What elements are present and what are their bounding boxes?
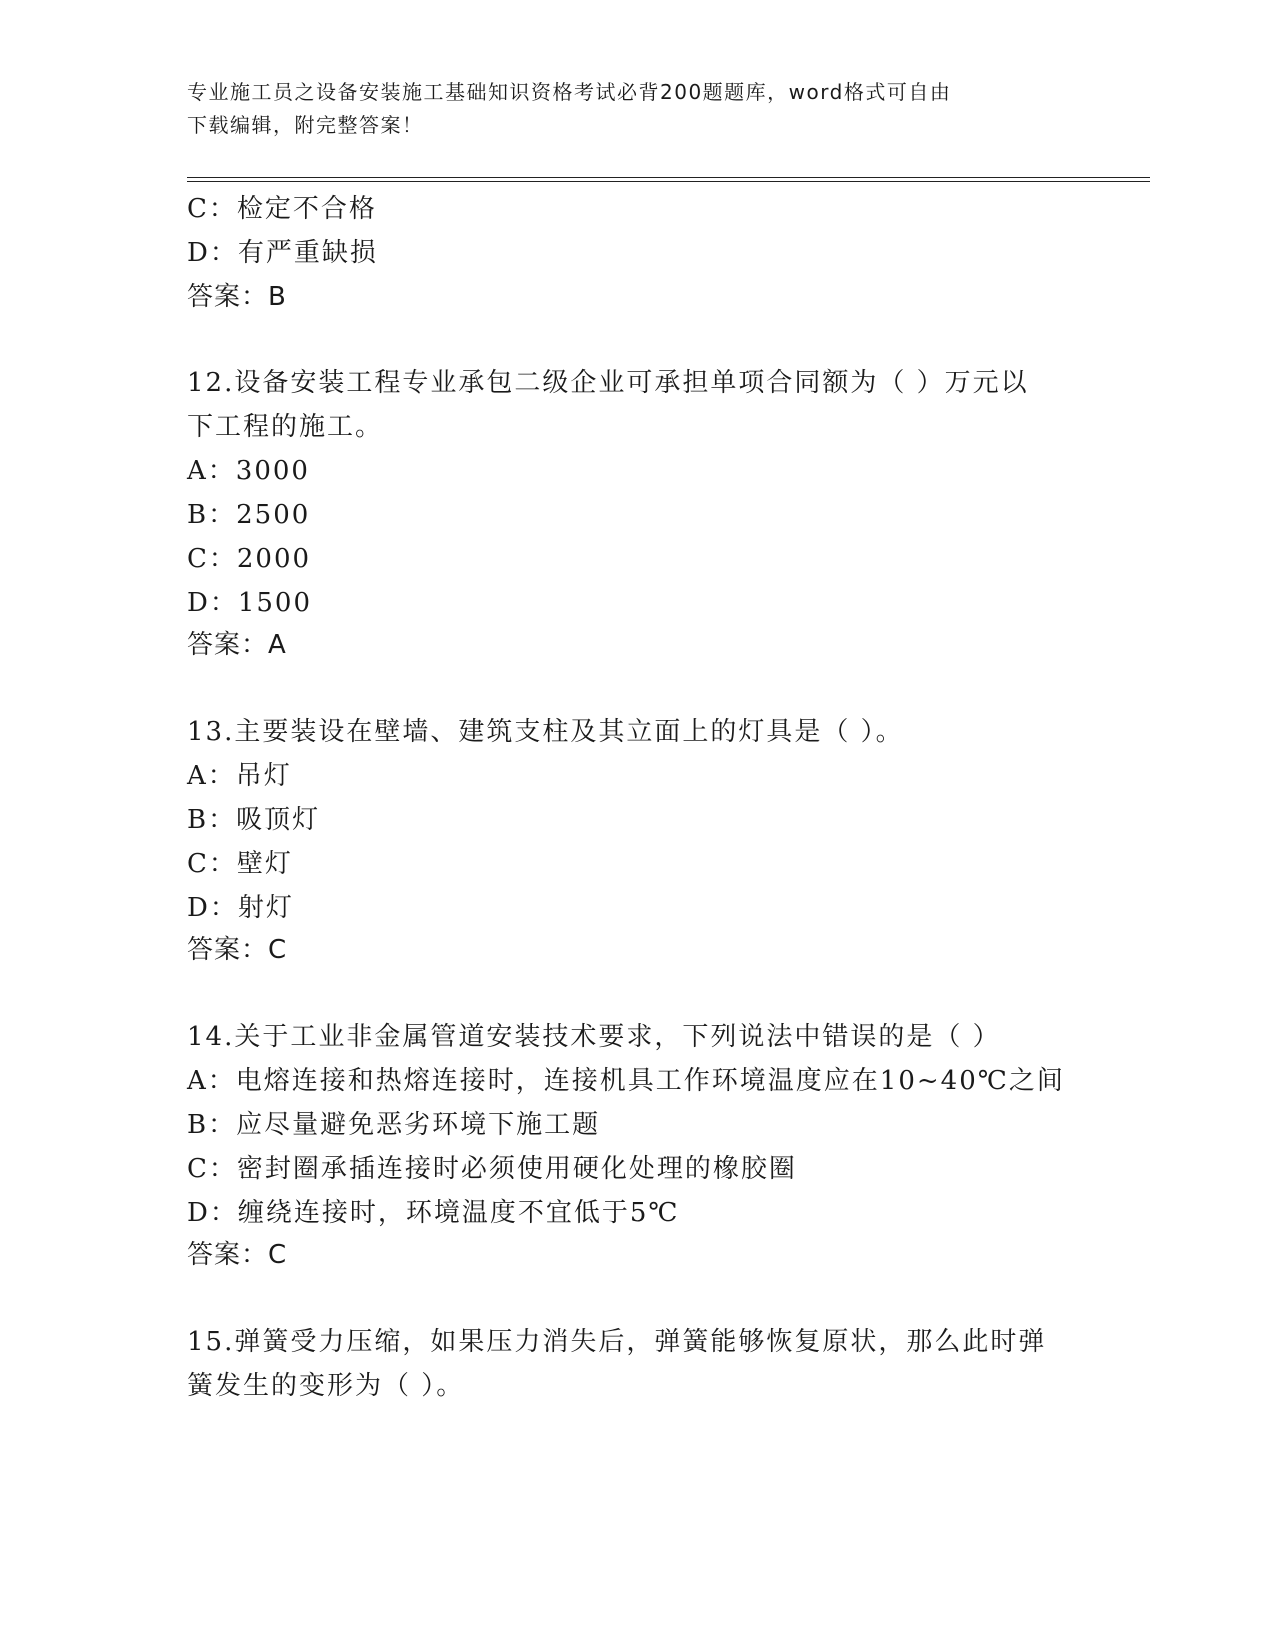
q14-stem-line-1: 14.关于工业非金属管道安装技术要求，下列说法中错误的是（ ）	[187, 1022, 1001, 1052]
q12-option-d: D：1500	[187, 588, 313, 618]
q12-answer: 答案：A	[187, 630, 287, 660]
q14-option-c: C：密封圈承插连接时必须使用硬化处理的橡胶圈	[187, 1154, 797, 1184]
q14-option-a: A：电熔连接和热熔连接时，连接机具工作环境温度应在10~40℃之间	[187, 1066, 1065, 1096]
prev-option-c: C：检定不合格	[187, 194, 377, 224]
q12-option-a: A：3000	[187, 456, 310, 486]
q15-stem-line-1: 15.弹簧受力压缩，如果压力消失后，弹簧能够恢复原状，那么此时弹	[187, 1327, 1047, 1357]
header-line-1: 专业施工员之设备安装施工基础知识资格考试必背200题题库，word格式可自由	[187, 80, 952, 104]
q12-option-b: B：2500	[187, 500, 311, 530]
q13-option-a: A：吊灯	[187, 761, 292, 791]
q12-stem-line-2: 下工程的施工。	[187, 412, 384, 442]
header-divider-bottom	[187, 181, 1150, 182]
header-divider-top	[187, 177, 1150, 178]
q13-answer: 答案：C	[187, 935, 288, 965]
document-header	[187, 76, 1067, 142]
q14-answer: 答案：C	[187, 1240, 288, 1270]
q13-option-c: C：壁灯	[187, 849, 293, 879]
q14-option-d: D：缠绕连接时，环境温度不宜低于5℃	[187, 1198, 680, 1228]
header-line-2: 下载编辑，附完整答案！	[187, 113, 424, 137]
prev-answer: 答案：B	[187, 282, 287, 312]
prev-option-d: D：有严重缺损	[187, 238, 378, 268]
q12-option-c: C：2000	[187, 544, 312, 574]
q14-option-b: B：应尽量避免恶劣环境下施工题	[187, 1110, 601, 1140]
q13-option-b: B：吸顶灯	[187, 805, 321, 835]
q13-stem-line-1: 13.主要装设在壁墙、建筑支柱及其立面上的灯具是（ ）。	[187, 717, 904, 747]
q13-option-d: D：射灯	[187, 893, 294, 923]
q12-stem-line-1: 12.设备安装工程专业承包二级企业可承担单项合同额为（ ）万元以	[187, 368, 1029, 398]
q15-stem-line-2: 簧发生的变形为（ ）。	[187, 1371, 465, 1401]
